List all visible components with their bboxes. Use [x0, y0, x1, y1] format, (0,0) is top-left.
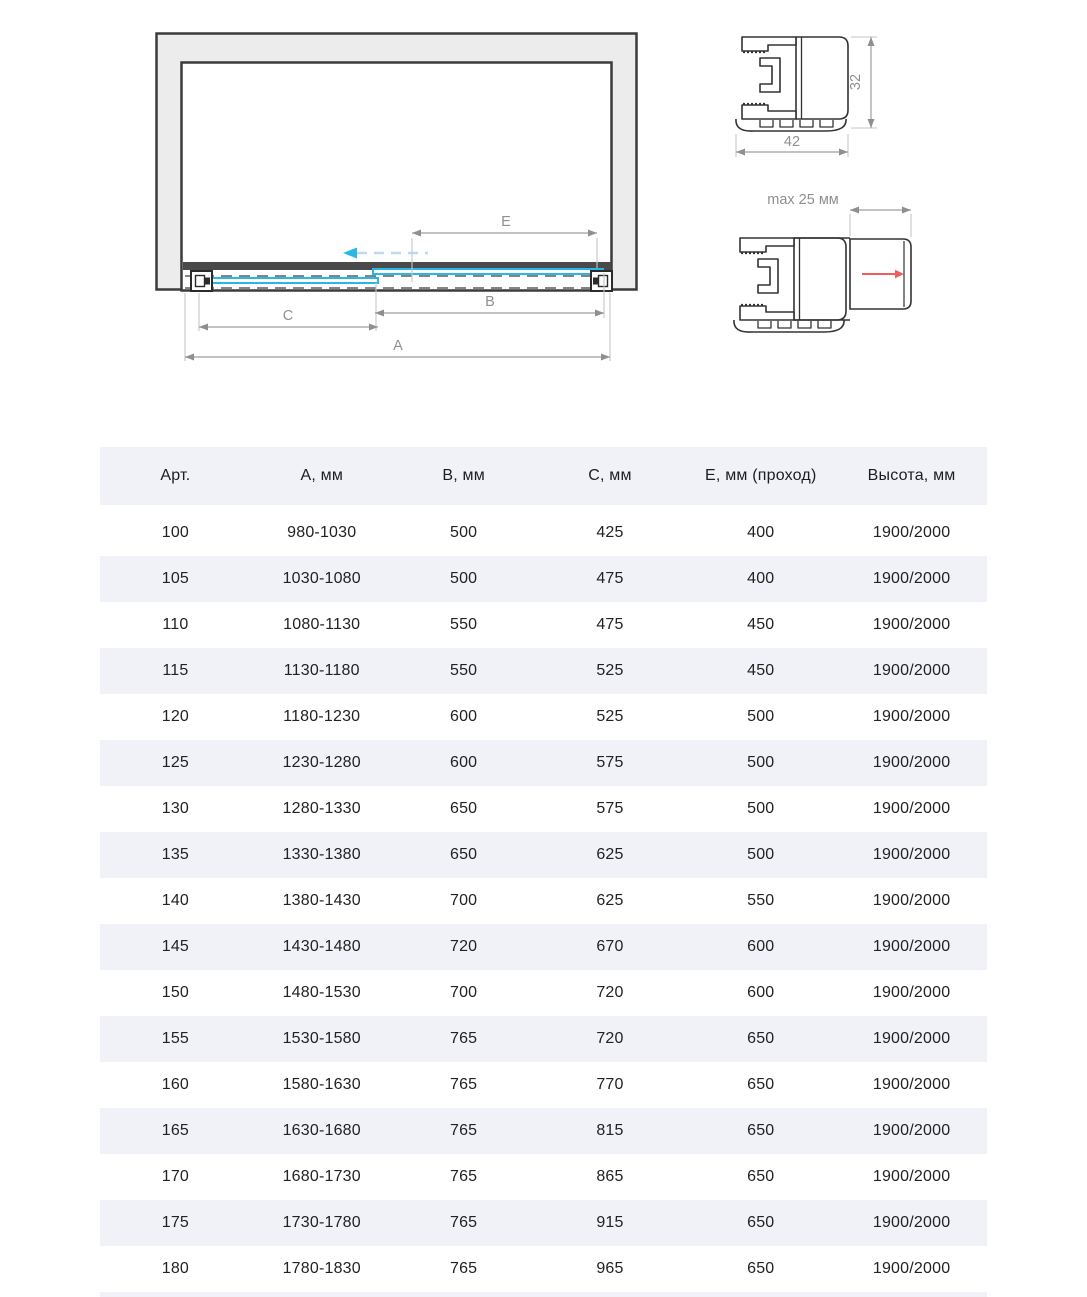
- table-row: [100, 740, 987, 786]
- table-row: [100, 602, 987, 648]
- table-cell: 915: [596, 1214, 624, 1231]
- table-cell: 1480-1530: [282, 984, 361, 1001]
- dimension-width-42: [736, 134, 848, 157]
- table-cell: 1900/2000: [872, 616, 951, 633]
- table-row: [100, 878, 987, 924]
- table-row: [100, 1108, 987, 1154]
- table-cell: 115: [162, 662, 189, 679]
- size-table-body: [100, 508, 987, 1293]
- col-header-height: Высота, мм: [836, 447, 987, 508]
- table-cell: 815: [596, 1122, 624, 1139]
- table-cell: 600: [449, 708, 478, 725]
- table-cell: 720: [596, 1030, 624, 1047]
- table-cell: 400: [747, 524, 775, 541]
- table-cell: 650: [747, 1260, 775, 1277]
- dim-label-32: 32: [848, 73, 864, 91]
- table-row: [100, 1016, 987, 1062]
- table-cell: 1900/2000: [872, 1030, 951, 1047]
- table-cell: 765: [449, 1168, 478, 1185]
- table-row: [100, 924, 987, 970]
- table-cell: 500: [747, 800, 775, 817]
- table-cell: 650: [747, 1122, 775, 1139]
- col-header-b: В, мм: [393, 447, 535, 508]
- table-cell: 1080-1130: [283, 616, 361, 633]
- glass-panel-sliding: [202, 278, 378, 283]
- table-cell: 120: [161, 708, 190, 725]
- table-cell: 650: [449, 800, 478, 817]
- table-cell: 1280-1330: [282, 800, 361, 817]
- table-cell: 1900/2000: [872, 1122, 951, 1139]
- table-cell: 135: [161, 846, 190, 863]
- table-cell: 1900/2000: [872, 1260, 951, 1277]
- table-cell: 155: [161, 1030, 190, 1047]
- profile-body: [736, 37, 848, 131]
- table-cell: 1680-1730: [282, 1168, 361, 1185]
- glass-panel-fixed: [373, 269, 603, 274]
- table-cell: 1430-1480: [282, 938, 361, 955]
- table-cell: 500: [747, 708, 775, 725]
- table-cell: 180: [161, 1260, 190, 1277]
- table-cell: 1330-1380: [282, 846, 361, 863]
- table-cell: 1900/2000: [872, 984, 951, 1001]
- profile-section-42x32: [700, 20, 1087, 180]
- table-cell: 765: [449, 1122, 478, 1139]
- size-table: [100, 447, 987, 1297]
- table-cell: 865: [596, 1168, 624, 1185]
- table-cell: 1900/2000: [872, 1168, 951, 1185]
- table-cell: 1900/2000: [872, 892, 951, 909]
- table-cell: 770: [596, 1076, 624, 1093]
- table-row: [100, 786, 987, 832]
- table-cell: 145: [161, 938, 190, 955]
- table-cell: 1580-1630: [282, 1076, 361, 1093]
- table-cell: 650: [747, 1214, 775, 1231]
- dim-label-e: E: [501, 214, 511, 230]
- table-cell: 450: [747, 616, 775, 633]
- table-cell: 125: [161, 754, 190, 771]
- table-cell: 475: [596, 570, 624, 587]
- table-row: [100, 508, 987, 557]
- table-cell: 600: [449, 754, 478, 771]
- table-cell: 625: [596, 892, 624, 909]
- table-cell: 1230-1280: [282, 754, 361, 771]
- table-cell: 1900/2000: [872, 524, 951, 541]
- col-header-c: С, мм: [535, 447, 686, 508]
- table-cell: 700: [449, 892, 478, 909]
- table-cell: 720: [449, 938, 478, 955]
- table-cell: 600: [747, 984, 775, 1001]
- col-header-art: Арт.: [100, 447, 251, 508]
- table-row: [100, 1154, 987, 1200]
- table-cell: 150: [161, 984, 190, 1001]
- table-header-row: [100, 447, 987, 508]
- col-header-e: Е, мм (проход): [685, 447, 836, 508]
- table-cell: 765: [449, 1076, 478, 1093]
- table-cell: 450: [747, 662, 775, 679]
- dim-label-b: B: [485, 294, 495, 310]
- table-cell: 650: [747, 1076, 775, 1093]
- table-cell: 1900/2000: [872, 570, 951, 587]
- table-cell: 765: [449, 1260, 478, 1277]
- extension-insert: [850, 239, 911, 309]
- table-cell: 650: [747, 1168, 775, 1185]
- table-cell: 1780-1830: [282, 1260, 361, 1277]
- table-cell: 600: [747, 938, 775, 955]
- dim-label-42: 42: [783, 134, 801, 150]
- table-cell: 550: [449, 616, 478, 633]
- table-cell: 765: [449, 1214, 478, 1231]
- wall-bracket-left: [191, 271, 212, 291]
- table-cell: 1730-1780: [282, 1214, 361, 1231]
- profile-body: [734, 238, 850, 332]
- dimension-c: [199, 293, 378, 331]
- profile-extension-max25: [700, 180, 1087, 360]
- table-cell: 670: [596, 938, 624, 955]
- table-cell: 140: [161, 892, 190, 909]
- table-cell: 1900/2000: [872, 754, 951, 771]
- niche-opening: [182, 63, 612, 291]
- table-cell: 175: [161, 1214, 190, 1231]
- table-cell: 500: [747, 846, 775, 863]
- table-cell: 100: [161, 524, 190, 541]
- table-cell: 1900/2000: [872, 846, 951, 863]
- table-row: [100, 832, 987, 878]
- table-cell: 650: [449, 846, 478, 863]
- table-cell: 1900/2000: [872, 1076, 951, 1093]
- table-cell: 575: [596, 800, 624, 817]
- table-cell: 425: [596, 524, 624, 541]
- dimension-max-25: [767, 192, 911, 237]
- table-cell: 110: [162, 616, 189, 633]
- table-cell: 980-1030: [287, 524, 357, 541]
- door-front-diagram: [140, 20, 660, 380]
- table-cell: 550: [449, 662, 478, 679]
- table-cell: 165: [161, 1122, 190, 1139]
- table-cell: 1030-1080: [282, 570, 361, 587]
- dim-label-max25: max 25 мм: [767, 192, 839, 208]
- table-cell: 500: [747, 754, 775, 771]
- table-cell: 1180-1230: [283, 708, 361, 725]
- dim-label-c: C: [282, 308, 294, 324]
- dim-label-a: A: [393, 338, 403, 354]
- table-cell: 720: [596, 984, 624, 1001]
- table-cell: 400: [747, 570, 775, 587]
- table-cell: 130: [161, 800, 190, 817]
- table-cell: 160: [161, 1076, 190, 1093]
- table-row: [100, 1200, 987, 1246]
- table-cell: 1130-1180: [283, 662, 360, 679]
- table-row: [100, 694, 987, 740]
- table-cell: 170: [161, 1168, 190, 1185]
- table-cell: 1900/2000: [872, 1214, 951, 1231]
- table-cell: 765: [449, 1030, 478, 1047]
- wall-bracket-right: [591, 271, 612, 291]
- table-cell: 500: [449, 570, 478, 587]
- table-cell: 550: [747, 892, 775, 909]
- table-cell: 1900/2000: [872, 708, 951, 725]
- table-cell: 575: [596, 754, 624, 771]
- table-cell: 105: [161, 570, 190, 587]
- next-row-sliver: [100, 1292, 987, 1297]
- table-cell: 1630-1680: [282, 1122, 361, 1139]
- table-cell: 1380-1430: [282, 892, 361, 909]
- table-row: [100, 1246, 987, 1292]
- table-cell: 1900/2000: [872, 662, 951, 679]
- table-cell: 525: [596, 708, 624, 725]
- table-row: [100, 970, 987, 1016]
- table-cell: 965: [596, 1260, 624, 1277]
- table-cell: 1900/2000: [872, 800, 951, 817]
- size-table-grid: [100, 447, 987, 1292]
- table-cell: 625: [596, 846, 624, 863]
- table-cell: 1530-1580: [282, 1030, 361, 1047]
- col-header-a: А, мм: [251, 447, 393, 508]
- table-cell: 650: [747, 1030, 775, 1047]
- dimension-height-32: [848, 37, 877, 128]
- table-cell: 500: [449, 524, 478, 541]
- table-cell: 1900/2000: [872, 938, 951, 955]
- table-row: [100, 556, 987, 602]
- table-cell: 700: [449, 984, 478, 1001]
- table-row: [100, 1062, 987, 1108]
- table-cell: 525: [596, 662, 624, 679]
- table-cell: 475: [596, 616, 624, 633]
- table-row: [100, 648, 987, 694]
